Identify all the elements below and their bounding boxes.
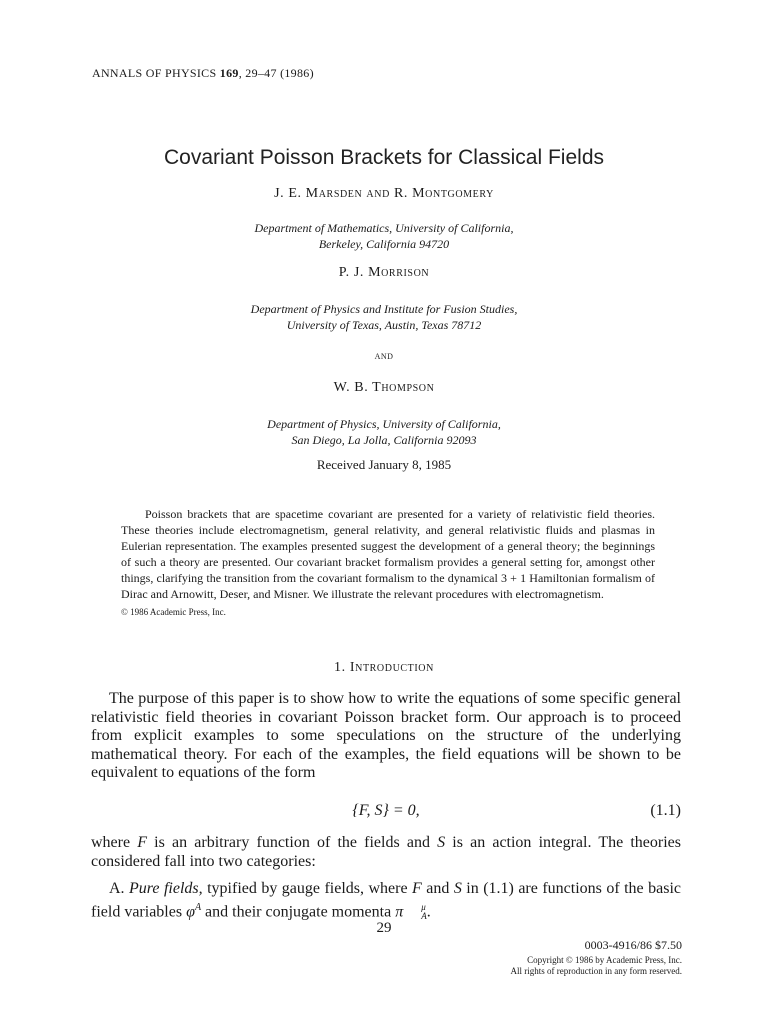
p3-pi-superscript: μ xyxy=(421,901,426,912)
p2-text-b: is an arbitrary function of the fields and xyxy=(147,834,438,851)
affiliation-2-line-1: Department of Physics and Institute for Fusion Studies, xyxy=(250,302,518,316)
abstract-text: Poisson brackets that are spacetime covariant are presented for a variety of relativistic field theories. These theories include electromagnetism, general relativity, and general relativistic fluids and plasmas in Eulerian representation. The examples presented suggest the development of a general theory; the beginnings of such a theory are presented. Our covariant bracket formalism provides a general setting for, amongst other things, clarifying the transition from the covariant formalism to the dynamical 3 + 1 Hamiltonian formalism of Dirac and Arnowitt, Deser, and Misner. We illustrate the relevant procedures with electromagnetism. xyxy=(121,507,655,601)
affiliation-1 xyxy=(0,220,768,252)
p2-symbol-S: S xyxy=(437,834,446,851)
footer-copyright-line-2: All rights of reproduction in any form reserved. xyxy=(510,966,682,976)
p3-term: Pure fields, xyxy=(129,880,203,897)
abstract-copyright: © 1986 Academic Press, Inc. xyxy=(121,607,226,617)
journal-volume: 169 xyxy=(219,66,239,80)
paragraph-3-text xyxy=(91,880,681,921)
equation-body xyxy=(91,802,681,820)
p3-symbol-phi: φ xyxy=(186,902,195,920)
journal-name: ANNALS OF PHYSICS xyxy=(92,66,217,80)
p3-text-end: . xyxy=(426,902,431,920)
journal-pages-year: , 29–47 (1986) xyxy=(238,66,314,80)
body-paragraph-1 xyxy=(91,690,681,783)
received-date: Received January 8, 1985 xyxy=(316,457,452,472)
section-heading xyxy=(0,660,768,676)
p3-text-b: in (1.1) are functions of the basic field variables xyxy=(91,880,681,920)
affiliation-2-line-2: University of Texas, Austin, Texas 78712 xyxy=(286,318,482,332)
body-paragraph-3 xyxy=(91,880,681,921)
equation-text: {F, S} = 0, xyxy=(352,802,420,819)
footer-copyright xyxy=(511,955,682,977)
and-separator: and xyxy=(374,348,394,362)
p3-symbol-F: F xyxy=(412,880,422,897)
affiliation-3-line-1: Department of Physics, University of California, xyxy=(267,417,501,431)
section-number: 1. xyxy=(334,660,346,675)
affiliation-3-line-2: San Diego, La Jolla, California 92093 xyxy=(291,433,477,447)
abstract xyxy=(121,506,655,620)
p2-symbol-F: F xyxy=(137,834,148,851)
body-paragraph-2 xyxy=(91,834,681,871)
p3-symbol-pi: π xyxy=(395,902,404,920)
footer-copyright-line-1: Copyright © 1986 by Academic Press, Inc. xyxy=(527,955,682,965)
page-number: 29 xyxy=(376,920,392,936)
paragraph-1-text: The purpose of this paper is to show how to write the equations of some specific general relativistic field theories in covariant Poisson bracket form. Our approach is to proceed from explicit examples to some speculations on the structure of the underlying mathematical theory. For each of the examples, the field equations will be shown to be equivalent to equations of the form xyxy=(91,690,681,781)
author-line-2: P. J. Morrison xyxy=(338,265,430,280)
p3-text-c: and their conjugate momenta xyxy=(201,902,396,920)
paragraph-2-text xyxy=(91,834,681,871)
author-line-1: J. E. Marsden and R. Montgomery xyxy=(274,186,494,201)
section-title: Introduction xyxy=(349,660,434,675)
article-code: 0003-4916/86 $7.50 xyxy=(584,938,682,952)
p3-symbol-S: S xyxy=(453,880,462,897)
journal-header xyxy=(92,66,314,81)
equation-number: (1.1) xyxy=(650,802,681,819)
author-line-3: W. B. Thompson xyxy=(333,380,435,395)
affiliation-2 xyxy=(0,301,768,333)
p3-pi-subscript: A xyxy=(421,910,427,921)
equation-1-1 xyxy=(91,802,681,824)
p3-phi-superscript: A xyxy=(194,901,202,913)
paper-title: Covariant Poisson Brackets for Classical Fields xyxy=(164,146,604,169)
p2-text-a: where xyxy=(91,834,138,851)
affiliation-3 xyxy=(0,416,768,448)
p2-text-c: is an action integral. The theories considered fall into two categories: xyxy=(91,834,681,870)
affiliation-1-line-1: Department of Mathematics, University of California, xyxy=(254,221,514,235)
p3-text-a: typified by gauge fields, where xyxy=(202,880,413,897)
affiliation-1-line-2: Berkeley, California 94720 xyxy=(318,237,450,251)
p3-label: A. xyxy=(109,880,130,897)
p3-text-and: and xyxy=(421,880,454,897)
